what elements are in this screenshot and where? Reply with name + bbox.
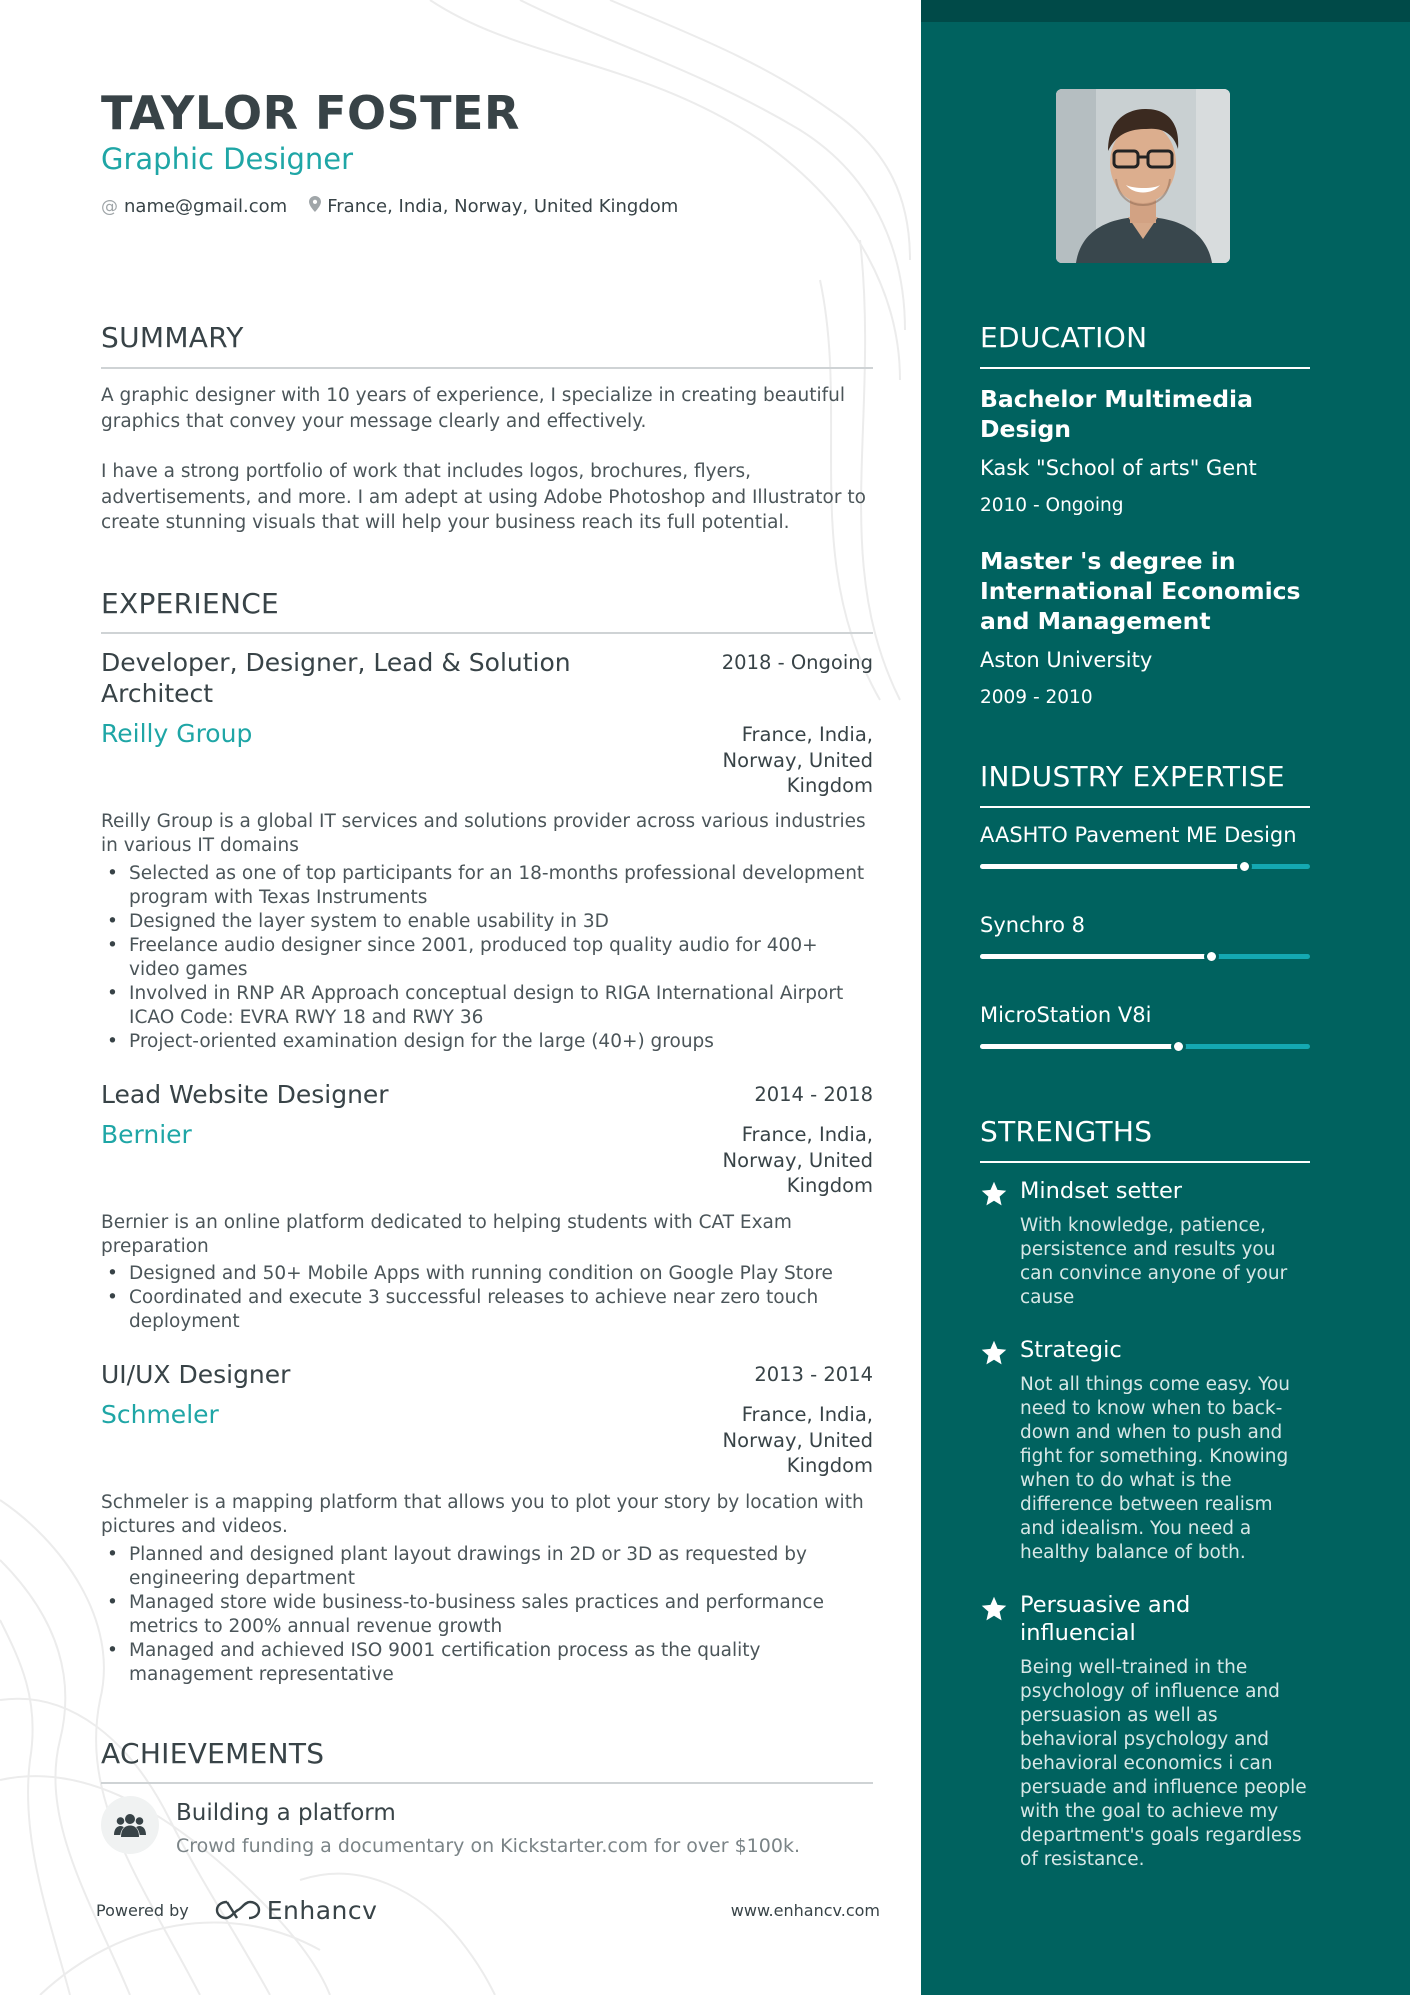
list-item: • Freelance audio designer since 2001, produced top quality audio for 400+ video games	[101, 934, 873, 982]
enhancv-brand-text: Enhancv	[266, 1895, 378, 1925]
education-heading: EDUCATION	[980, 321, 1148, 354]
strengths-divider	[980, 1161, 1310, 1163]
profile-photo	[1056, 89, 1230, 263]
education-degree: Bachelor Multimedia Design	[980, 385, 1253, 443]
skill-fill	[980, 1044, 1178, 1049]
contact-info	[101, 196, 700, 217]
experience-heading: EXPERIENCE	[101, 587, 280, 620]
skill-bar	[980, 864, 1310, 869]
list-item: • Project-oriented examination design for the large (40+) groups	[101, 1030, 873, 1054]
expertise-heading: INDUSTRY EXPERTISE	[980, 760, 1285, 793]
at-icon: @	[101, 196, 118, 217]
achievements-divider	[101, 1782, 873, 1784]
location-pin-icon	[309, 196, 321, 217]
job-dates: 2014 - 2018	[754, 1083, 873, 1106]
job-role: Lead Website Designer	[101, 1080, 389, 1109]
job-company: Schmeler	[101, 1400, 219, 1429]
job-bullets	[101, 1543, 873, 1687]
contact-location	[309, 196, 678, 217]
skill-knob	[1237, 859, 1252, 874]
email-text: name@gmail.com	[124, 196, 288, 217]
avatar	[1056, 89, 1230, 263]
sidebar	[921, 0, 1410, 1995]
job-description: Bernier is an online platform dedicated to helping students with CAT Exam preparation	[101, 1212, 792, 1257]
expertise-divider	[980, 806, 1310, 808]
list-item: • Coordinated and execute 3 successful releases to achieve near zero touch deployment	[101, 1286, 873, 1334]
summary-paragraph-2: I have a strong portfolio of work that includes logos, brochures, flyers, advertisements, and more. I am adept at using Adobe Photoshop and Illustrator to create stunning visuals that will help your business reach its full potential.	[101, 461, 866, 533]
achievements-heading: ACHIEVEMENTS	[101, 1737, 325, 1770]
education-dates: 2010 - Ongoing	[980, 495, 1124, 516]
candidate-title: Graphic Designer	[101, 142, 354, 176]
list-item: • Involved in RNP AR Approach conceptual design to RIGA International Airport ICAO Code: EVRA RWY 18 and RWY 36	[101, 982, 873, 1030]
list-item: • Selected as one of top participants for an 18-months professional development program with Texas Instruments	[101, 862, 873, 910]
job-company: Reilly Group	[101, 719, 253, 748]
summary-paragraph-1: A graphic designer with 10 years of experience, I specialize in creating beautiful graphics that convey your message clearly and effectively.	[101, 385, 846, 432]
job-dates: 2013 - 2014	[754, 1363, 873, 1386]
job-dates: 2018 - Ongoing	[721, 651, 873, 674]
powered-by	[96, 1896, 377, 1925]
job-bullets	[101, 1262, 873, 1334]
job-role: UI/UX Designer	[101, 1360, 291, 1389]
education-dates: 2009 - 2010	[980, 687, 1093, 708]
powered-by-label: Powered by	[96, 1900, 189, 1920]
footer	[96, 1895, 880, 1925]
achievement-description: Crowd funding a documentary on Kickstarter.com for over $100k.	[176, 1835, 800, 1857]
education-school: Aston University	[980, 648, 1153, 672]
enhancv-logo[interactable]	[215, 1896, 378, 1925]
list-item: • Planned and designed plant layout drawings in 2D or 3D as requested by engineering department	[101, 1543, 873, 1591]
summary-divider	[101, 367, 873, 369]
list-item: • Managed and achieved ISO 9001 certification process as the quality management representative	[101, 1639, 873, 1687]
education-degree: Master 's degree in International Economics and Management	[980, 547, 1301, 635]
job-location: France, India, Norway, United Kingdom	[722, 1403, 873, 1477]
strength-description: Not all things come easy. You need to know when to back-down and when to push and fight for something. Knowing when to do what is the difference between realism and idealism. You need a healthy balance of both.	[1020, 1374, 1290, 1563]
job-location: France, India, Norway, United Kingdom	[722, 723, 873, 797]
star-icon	[980, 1339, 1008, 1367]
skill-name: AASHTO Pavement ME Design	[980, 823, 1297, 847]
candidate-name: TAYLOR FOSTER	[101, 86, 520, 140]
list-item: • Designed and 50+ Mobile Apps with running condition on Google Play Store	[101, 1262, 873, 1286]
job-description: Schmeler is a mapping platform that allows you to plot your story by location with pictures and videos.	[101, 1492, 864, 1537]
strengths-heading: STRENGTHS	[980, 1115, 1153, 1148]
website-link[interactable]: www.enhancv.com	[730, 1900, 880, 1920]
list-item: • Designed the layer system to enable usability in 3D	[101, 910, 873, 934]
summary-heading: SUMMARY	[101, 321, 244, 354]
strength-title: Mindset setter	[1020, 1178, 1183, 1204]
job-company: Bernier	[101, 1120, 192, 1149]
skill-fill	[980, 954, 1211, 959]
skill-fill	[980, 864, 1244, 869]
job-role: Developer, Designer, Lead & Solution Architect	[101, 648, 571, 708]
star-icon	[980, 1180, 1008, 1208]
education-school: Kask "School of arts" Gent	[980, 456, 1257, 480]
strength-description: With knowledge, patience, persistence and results you can convince anyone of your cause	[1020, 1215, 1288, 1308]
job-description: Reilly Group is a global IT services and solutions provider across various industries in various IT domains	[101, 811, 866, 856]
education-divider	[980, 367, 1310, 369]
sidebar-top-bar	[921, 0, 1410, 22]
star-icon	[980, 1595, 1008, 1623]
skill-name: Synchro 8	[980, 913, 1085, 937]
strength-title: Persuasive and influencial	[1020, 1592, 1191, 1646]
skill-knob	[1204, 949, 1219, 964]
list-item: • Managed store wide business-to-business sales practices and performance metrics to 200% annual revenue growth	[101, 1591, 873, 1639]
skill-knob	[1171, 1039, 1186, 1054]
job-location: France, India, Norway, United Kingdom	[722, 1123, 873, 1197]
contact-email[interactable]	[101, 196, 287, 217]
location-text: France, India, Norway, United Kingdom	[327, 196, 679, 217]
job-bullets	[101, 862, 873, 1054]
enhancv-logo-icon	[215, 1899, 261, 1921]
skill-name: MicroStation V8i	[980, 1003, 1152, 1027]
skill-bar	[980, 1044, 1310, 1049]
group-icon	[101, 1796, 159, 1854]
achievement-title: Building a platform	[176, 1800, 396, 1826]
strength-title: Strategic	[1020, 1337, 1122, 1363]
skill-bar	[980, 954, 1310, 959]
strength-description: Being well-trained in the psychology of influence and persuasion as well as behavioral psychology and behavioral economics i can persuade and influence people with the goal to achieve my department's goals regardless of resistance.	[1020, 1657, 1307, 1870]
experience-divider	[101, 632, 873, 634]
